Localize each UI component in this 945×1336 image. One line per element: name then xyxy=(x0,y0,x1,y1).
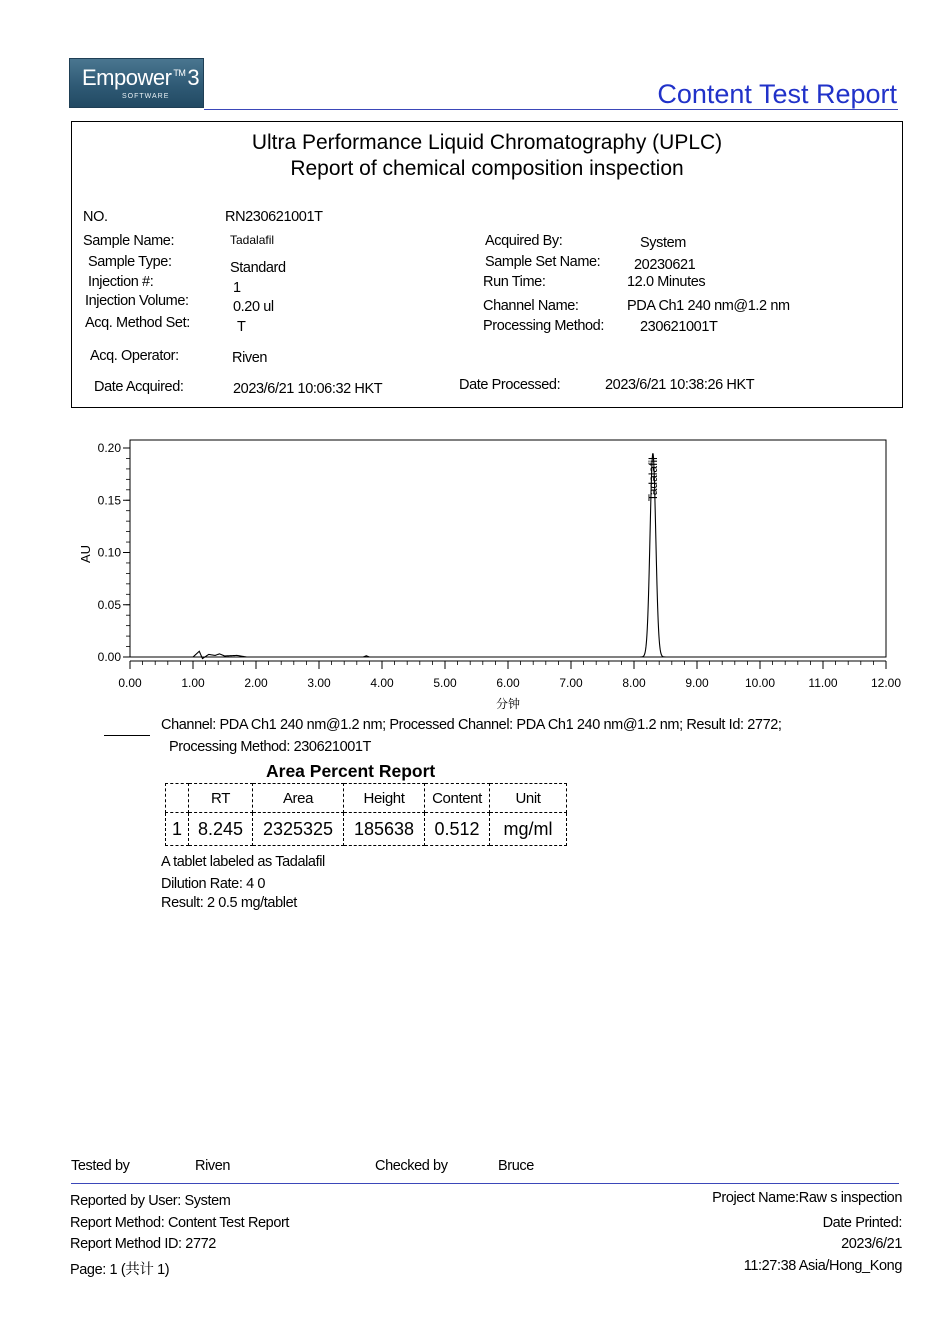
y-tick-label: 0.10 xyxy=(97,545,121,560)
date-acquired-value: 2023/6/21 10:06:32 HKT xyxy=(233,381,383,397)
report-heading-line2: Report of chemical composition inspection xyxy=(290,157,684,180)
area-percent-table xyxy=(165,783,567,846)
x-tick-label: 5.00 xyxy=(433,676,457,690)
x-tick-label: 6.00 xyxy=(496,676,520,690)
acq-method-value: T xyxy=(237,319,246,335)
sample-set-label: Sample Set Name: xyxy=(485,254,601,270)
peak-label: Tadalafil xyxy=(645,457,660,502)
x-tick-label: 0.00 xyxy=(118,676,142,690)
channel-name-label: Channel Name: xyxy=(483,298,579,314)
acq-operator-label: Acq. Operator: xyxy=(90,348,179,364)
acquired-by-value: System xyxy=(640,235,686,251)
chromatogram-chart xyxy=(0,420,945,720)
legend-line1: Channel: PDA Ch1 240 nm@1.2 nm; Processed Channel: PDA Ch1 240 nm@1.2 nm; Result Id: 2772; xyxy=(161,717,782,733)
run-time-label: Run Time: xyxy=(483,274,546,290)
injection-volume-value: 0.20 ul xyxy=(233,299,274,315)
empower-logo xyxy=(69,58,204,108)
note-dilution-rate: Dilution Rate: 4 0 xyxy=(161,876,266,892)
checked-by-label: Checked by xyxy=(375,1158,448,1174)
cell-index: 1 xyxy=(166,813,189,846)
injection-label: Injection #: xyxy=(88,274,154,290)
y-tick-label: 0.20 xyxy=(97,441,121,455)
report-title: Content Test Report xyxy=(657,79,897,109)
footer-date-printed-date: 2023/6/21 xyxy=(841,1236,902,1252)
sample-set-value: 20230621 xyxy=(634,257,696,273)
cell-unit: mg/ml xyxy=(490,813,567,846)
y-axis-title: AU xyxy=(78,544,93,564)
date-acquired-label: Date Acquired: xyxy=(94,379,184,395)
table-row xyxy=(166,813,567,846)
sample-name-label: Sample Name: xyxy=(83,233,175,249)
footer-rule xyxy=(71,1183,899,1184)
date-processed-value: 2023/6/21 10:38:26 HKT xyxy=(605,377,755,393)
x-tick-label: 3.00 xyxy=(307,676,331,690)
legend-line2: Processing Method: 230621001T xyxy=(169,739,372,755)
area-report-title: Area Percent Report xyxy=(266,761,436,781)
header-cell-content: Content xyxy=(425,784,490,813)
injection-value: 1 xyxy=(233,280,241,296)
cell-area: 2325325 xyxy=(253,813,344,846)
x-tick-label: 7.00 xyxy=(559,676,583,690)
y-tick-label: 0.00 xyxy=(97,650,121,664)
processing-method-value: 230621001T xyxy=(640,319,718,335)
legend-swatch xyxy=(104,735,150,736)
sample-name-value: Tadalafil xyxy=(230,233,275,247)
cell-height: 185638 xyxy=(344,813,425,846)
sample-type-value: Standard xyxy=(230,260,286,276)
x-tick-label: 12.00 xyxy=(870,676,902,690)
channel-name-value: PDA Ch1 240 nm@1.2 nm xyxy=(627,298,790,314)
x-axis xyxy=(118,661,901,690)
footer-reported-by: Reported by User: System xyxy=(70,1193,231,1209)
header-rule xyxy=(204,109,898,110)
checked-by-value: Bruce xyxy=(498,1158,534,1174)
footer-report-method-id: Report Method ID: 2772 xyxy=(70,1236,216,1252)
footer-page-number: Page: 1 (共计 1) xyxy=(70,1262,170,1278)
plot-frame xyxy=(130,440,886,657)
x-tick-label: 2.00 xyxy=(244,676,268,690)
injection-volume-label: Injection Volume: xyxy=(85,293,189,309)
table-header-row xyxy=(166,784,567,813)
header-cell-index xyxy=(166,784,189,813)
cell-content: 0.512 xyxy=(425,813,490,846)
header-cell-rt: RT xyxy=(189,784,253,813)
x-tick-label: 10.00 xyxy=(744,676,776,690)
acquired-by-label: Acquired By: xyxy=(485,233,563,249)
sample-type-label: Sample Type: xyxy=(88,254,172,270)
header-cell-height: Height xyxy=(344,784,425,813)
tested-by-label: Tested by xyxy=(71,1158,130,1174)
logo-text: Empower ™3 xyxy=(82,65,200,90)
y-tick-label: 0.15 xyxy=(97,493,121,508)
x-tick-label: 8.00 xyxy=(622,676,646,690)
tested-by-value: Riven xyxy=(195,1158,231,1174)
footer-project-name: Project Name:Raw s inspection xyxy=(712,1190,902,1206)
report-heading-line1: Ultra Performance Liquid Chromatography (UPLC) xyxy=(251,131,723,154)
footer-date-printed-time: 11:27:38 Asia/Hong_Kong xyxy=(743,1258,902,1274)
footer-date-printed-label: Date Printed: xyxy=(822,1215,902,1231)
footer-report-method: Report Method: Content Test Report xyxy=(70,1215,290,1231)
acq-method-label: Acq. Method Set: xyxy=(85,315,190,331)
x-axis-title: 分钟 xyxy=(495,697,521,711)
header-cell-area: Area xyxy=(253,784,344,813)
y-tick-label: 0.05 xyxy=(97,597,121,612)
processing-method-label: Processing Method: xyxy=(483,318,604,334)
sample-info-box xyxy=(71,121,903,408)
x-tick-label: 1.00 xyxy=(181,676,205,690)
note-sample-description: A tablet labeled as Tadalafil xyxy=(161,854,325,870)
cell-rt: 8.245 xyxy=(189,813,253,846)
y-axis xyxy=(98,441,130,664)
x-tick-label: 11.00 xyxy=(808,676,838,690)
run-time-value: 12.0 Minutes xyxy=(627,274,706,290)
chromatogram-trace xyxy=(130,453,886,658)
no-value: RN230621001T xyxy=(225,209,323,225)
x-tick-label: 9.00 xyxy=(685,676,709,690)
no-label: NO. xyxy=(83,209,108,225)
logo-subtitle: SOFTWARE xyxy=(122,93,170,100)
date-processed-label: Date Processed: xyxy=(459,377,561,393)
note-result: Result: 2 0.5 mg/tablet xyxy=(161,895,297,911)
x-tick-label: 4.00 xyxy=(370,676,394,690)
acq-operator-value: Riven xyxy=(232,350,268,366)
header-cell-unit: Unit xyxy=(490,784,567,813)
